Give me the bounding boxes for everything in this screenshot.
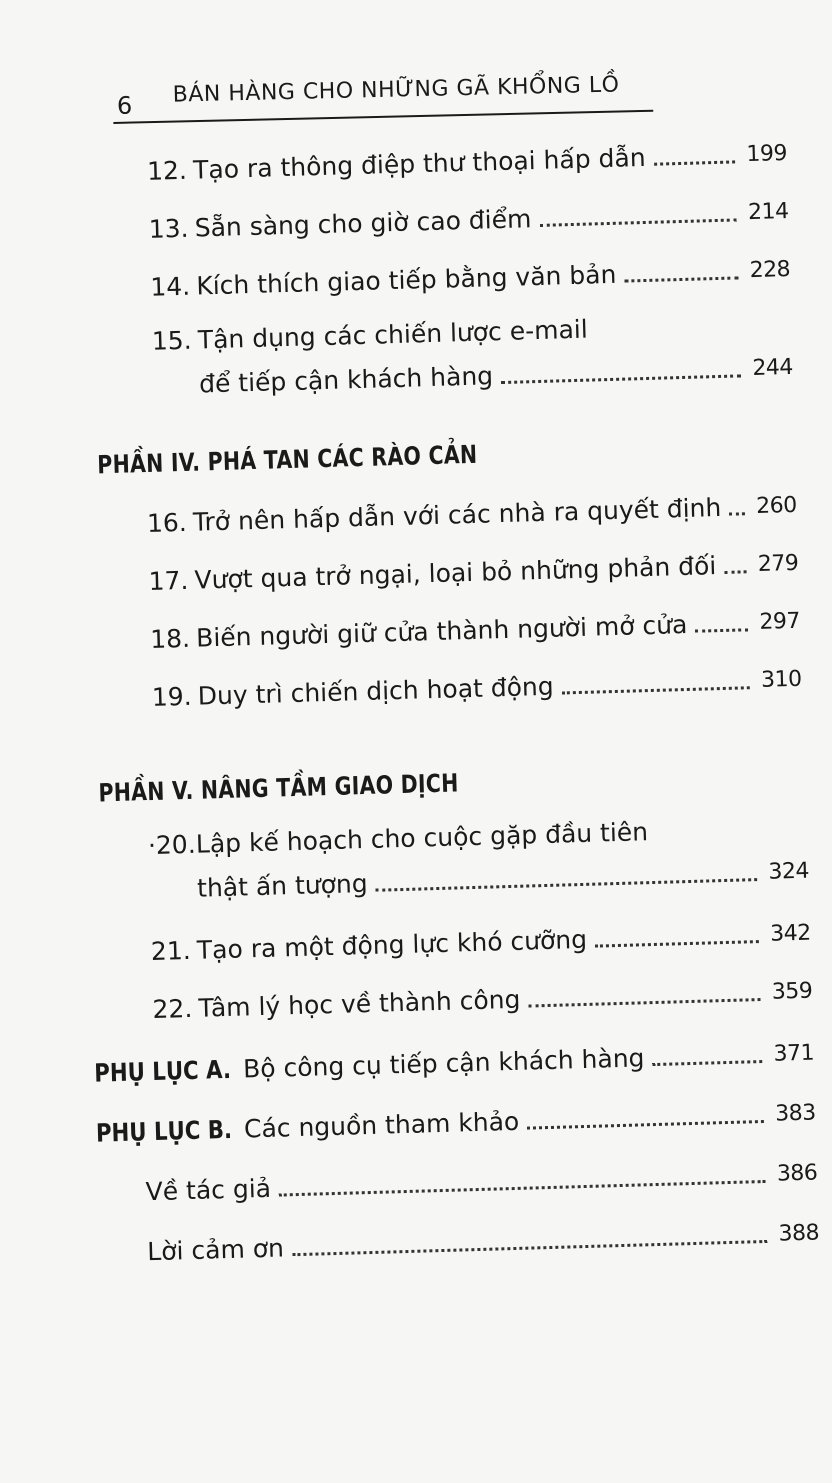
page-reference: 324 — [768, 858, 810, 885]
page-reference: 214 — [747, 198, 789, 226]
chapter-title: Tận dụng các chiến lược e-mail — [197, 314, 589, 355]
page-reference: 244 — [752, 354, 794, 382]
dot-leader — [724, 570, 746, 574]
chapter-number: 21. — [150, 935, 192, 967]
appendix-label: PHỤ LỤC A. — [93, 1054, 232, 1088]
toc-entry-15-line1 — [151, 313, 588, 359]
dot-leader — [527, 1120, 764, 1130]
chapter-title: Sẵn sàng cho giờ cao điểm — [194, 204, 532, 243]
toc-entry-22 — [152, 975, 813, 1027]
chapter-number: 19. — [151, 681, 192, 712]
toc-entry-12 — [147, 137, 788, 189]
chapter-title: Vượt qua trở ngại, loại bỏ những phản đối — [194, 551, 717, 595]
chapter-title-continued: để tiếp cận khách hàng — [198, 361, 494, 399]
dot-leader — [501, 374, 741, 384]
dot-leader — [595, 940, 759, 948]
toc-entry-15 — [199, 351, 794, 402]
running-title: BÁN HÀNG CHO NHỮNG GÃ KHỔNG LỒ — [172, 72, 620, 108]
dot-leader — [376, 878, 757, 892]
page-reference: 359 — [771, 978, 813, 1005]
dot-leader — [653, 1060, 763, 1066]
dot-leader — [292, 1240, 767, 1256]
chapter-number: 17. — [148, 565, 189, 596]
dot-leader — [279, 1180, 766, 1197]
page-reference: 199 — [746, 140, 788, 168]
page-reference: 260 — [755, 492, 798, 519]
chapter-title: Lập kế hoạch cho cuộc gặp đầu tiên — [195, 817, 649, 859]
toc-entry-20-line1 — [148, 815, 649, 863]
page-reference: 388 — [778, 1220, 820, 1247]
chapter-title: Duy trì chiến dịch hoạt động — [197, 671, 555, 711]
page-number: 6 — [116, 91, 133, 120]
chapter-number: 12. — [146, 155, 188, 186]
chapter-number: 15. — [151, 325, 193, 356]
page-reference: 386 — [776, 1160, 818, 1187]
page-reference: 279 — [757, 550, 799, 577]
page-reference: 310 — [760, 666, 802, 693]
toc-entry-21 — [150, 917, 811, 969]
chapter-title: Tạo ra thông điệp thư thoại hấp dẫn — [192, 142, 646, 185]
appendix-label: PHỤ LỤC B. — [95, 1114, 233, 1148]
appendix-title: Bộ công cụ tiếp cận khách hàng — [242, 1043, 645, 1084]
page-reference: 342 — [769, 920, 812, 947]
chapter-title: Trở nên hấp dẫn với các nhà ra quyết định — [192, 492, 722, 537]
chapter-title: Tạo ra một động lực khó cưỡng — [196, 924, 588, 965]
dot-leader — [654, 160, 735, 165]
toc-entry-18 — [150, 605, 801, 657]
chapter-number: 13. — [148, 213, 189, 244]
toc-appendix-b — [96, 1097, 817, 1151]
chapter-title: Kích thích giao tiếp bằng văn bản — [195, 259, 617, 301]
toc-about-author — [145, 1157, 818, 1210]
chapter-number: 14. — [149, 271, 191, 302]
dot-leader — [695, 628, 748, 632]
page-reference: 297 — [759, 608, 801, 635]
chapter-title: Biến người giữ cửa thành người mở cửa — [195, 609, 688, 653]
dot-leader — [624, 276, 738, 282]
toc-entry-19 — [151, 663, 802, 715]
toc-acknowledgements — [147, 1217, 820, 1270]
dot-leader — [562, 686, 750, 694]
toc-entry-13 — [148, 195, 789, 247]
chapter-title: Tâm lý học về thành công — [198, 984, 521, 1023]
toc-entry-20 — [197, 855, 810, 906]
page-reference: 383 — [774, 1100, 817, 1127]
chapter-number: 16. — [146, 507, 188, 538]
dot-leader — [539, 218, 736, 227]
toc-entry-14 — [150, 253, 791, 305]
back-matter-title: Lời cảm ơn — [146, 1233, 285, 1267]
toc-appendix-a — [94, 1037, 815, 1091]
page-reference: 371 — [773, 1040, 815, 1067]
part-heading-v: PHẦN V. NÂNG TẦM GIAO DỊCH — [98, 768, 459, 808]
back-matter-title: Về tác giả — [145, 1173, 272, 1207]
toc-entry-16 — [147, 489, 798, 541]
toc-entry-17 — [148, 547, 799, 599]
dot-leader — [729, 512, 745, 515]
part-heading-iv: PHẦN IV. PHÁ TAN CÁC RÀO CẢN — [96, 439, 478, 480]
page-reference: 228 — [749, 256, 791, 284]
appendix-title: Các nguồn tham khảo — [243, 1106, 520, 1144]
chapter-number: ·20. — [147, 829, 197, 861]
chapter-number: 18. — [149, 623, 191, 654]
chapter-title-continued: thật ấn tượng — [196, 868, 368, 903]
dot-leader — [529, 998, 761, 1007]
chapter-number: 22. — [152, 993, 193, 1025]
